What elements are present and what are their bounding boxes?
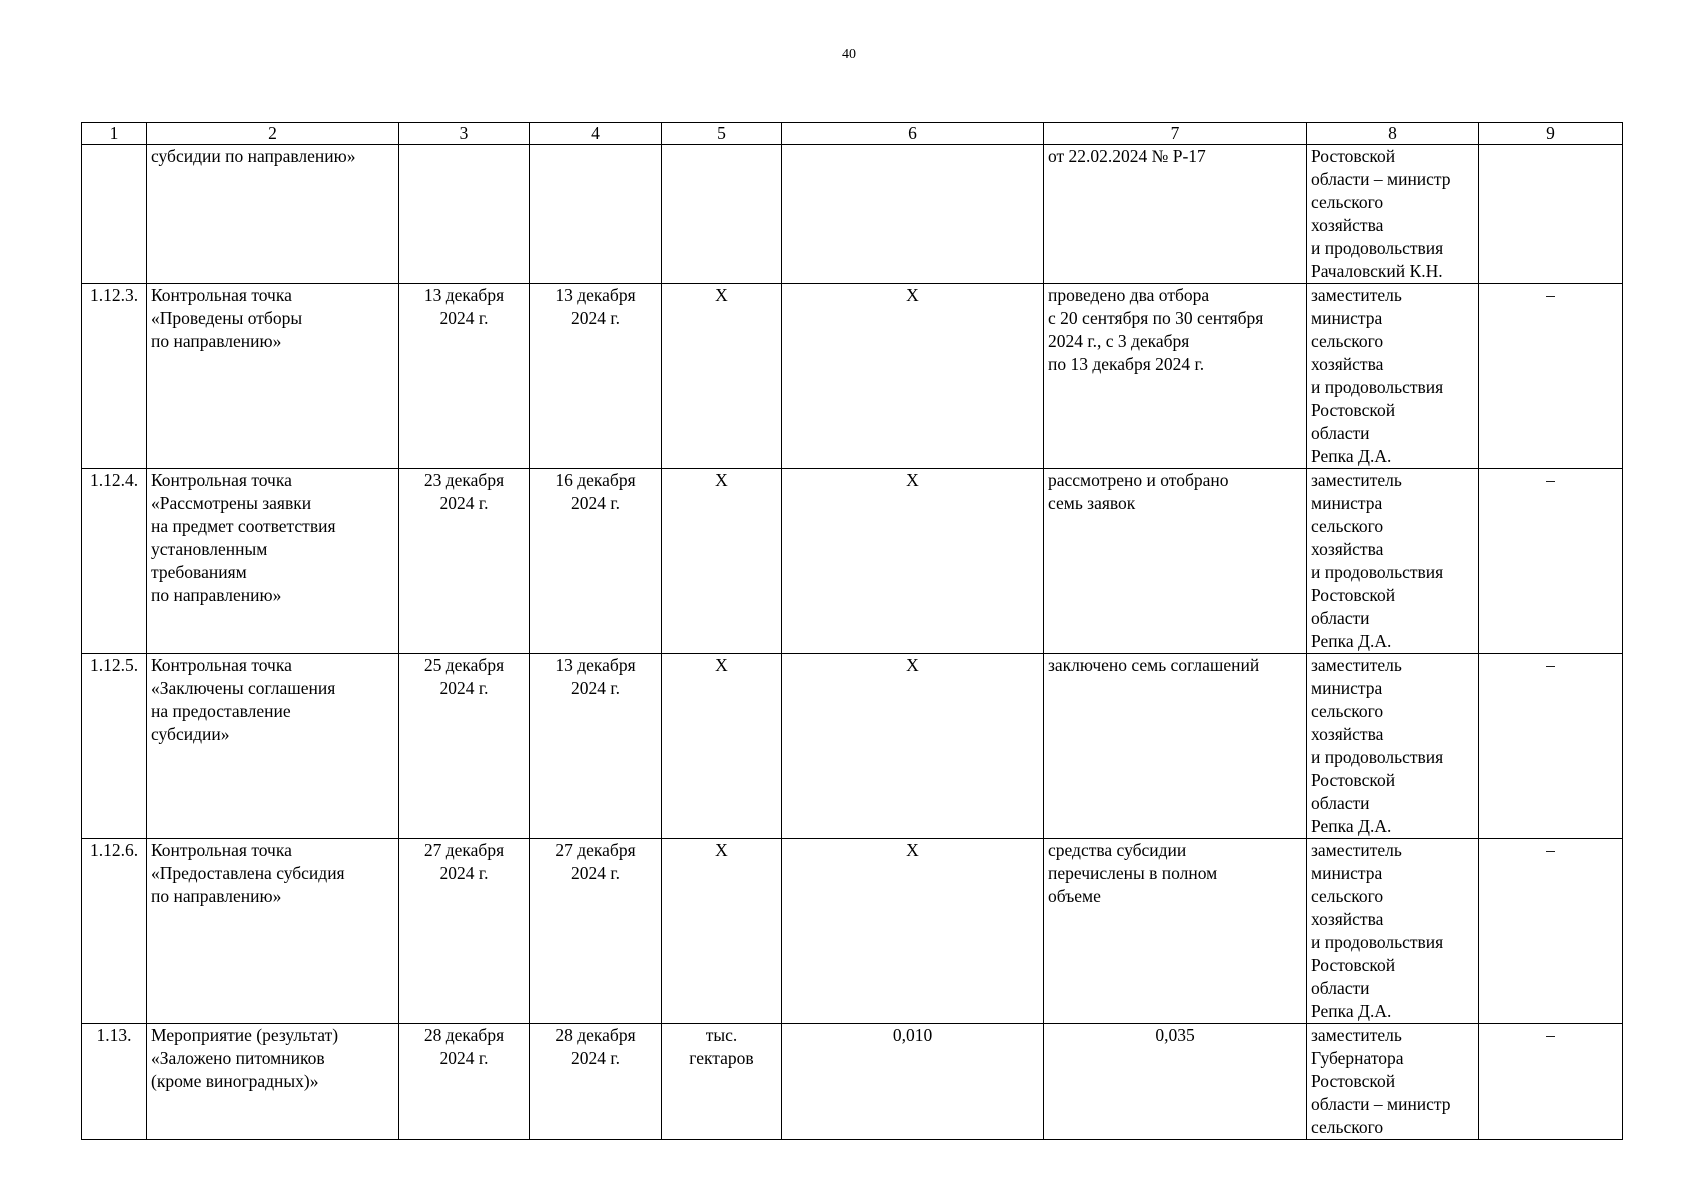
plan-date-cell: 27 декабря 2024 г. [399, 839, 530, 1024]
note-cell [1479, 145, 1623, 284]
note-cell: – [1479, 654, 1623, 839]
fact-value-cell: рассмотрено и отобрано семь заявок [1044, 469, 1307, 654]
note-cell: – [1479, 1024, 1623, 1140]
fact-date-cell [530, 145, 662, 284]
row-number-cell: 1.13. [82, 1024, 147, 1140]
table-row [82, 1024, 1623, 1140]
unit-cell [662, 145, 782, 284]
responsible-cell: заместитель министра сельского хозяйства и продовольствия Ростовской области Репка Д.А. [1307, 469, 1479, 654]
report-table [81, 122, 1623, 1140]
column-header: 6 [782, 123, 1044, 145]
name-cell: субсидии по направлению» [147, 145, 399, 284]
fact-value-cell: заключено семь соглашений [1044, 654, 1307, 839]
fact-value-cell: от 22.02.2024 № Р-17 [1044, 145, 1307, 284]
name-cell: Контрольная точка «Заключены соглашения на предоставление субсидии» [147, 654, 399, 839]
fact-value-cell: 0,035 [1044, 1024, 1307, 1140]
plan-date-cell: 28 декабря 2024 г. [399, 1024, 530, 1140]
responsible-cell: Ростовской области – министр сельского хозяйства и продовольствия Рачаловский К.Н. [1307, 145, 1479, 284]
unit-cell: Х [662, 839, 782, 1024]
plan-value-cell: Х [782, 654, 1044, 839]
note-cell: – [1479, 284, 1623, 469]
plan-value-cell: Х [782, 284, 1044, 469]
responsible-cell: заместитель министра сельского хозяйства и продовольствия Ростовской области Репка Д.А. [1307, 654, 1479, 839]
table-row [82, 839, 1623, 1024]
plan-value-cell [782, 145, 1044, 284]
responsible-cell: заместитель министра сельского хозяйства и продовольствия Ростовской области Репка Д.А. [1307, 284, 1479, 469]
plan-date-cell [399, 145, 530, 284]
row-number-cell: 1.12.5. [82, 654, 147, 839]
fact-date-cell: 13 декабря 2024 г. [530, 654, 662, 839]
column-header: 1 [82, 123, 147, 145]
name-cell: Контрольная точка «Предоставлена субсидия по направлению» [147, 839, 399, 1024]
plan-date-cell: 23 декабря 2024 г. [399, 469, 530, 654]
column-header: 3 [399, 123, 530, 145]
plan-date-cell: 13 декабря 2024 г. [399, 284, 530, 469]
row-number-cell [82, 145, 147, 284]
plan-value-cell: Х [782, 839, 1044, 1024]
column-header: 9 [1479, 123, 1623, 145]
fact-date-cell: 13 декабря 2024 г. [530, 284, 662, 469]
responsible-cell: заместитель Губернатора Ростовской области – министр сельского [1307, 1024, 1479, 1140]
unit-cell: тыс. гектаров [662, 1024, 782, 1140]
note-cell: – [1479, 469, 1623, 654]
row-number-cell: 1.12.3. [82, 284, 147, 469]
row-number-cell: 1.12.4. [82, 469, 147, 654]
name-cell: Контрольная точка «Рассмотрены заявки на предмет соответствия установленным требованиям по направлению» [147, 469, 399, 654]
page-number: 40 [842, 47, 856, 62]
note-cell: – [1479, 839, 1623, 1024]
table-header-row [82, 123, 1623, 145]
table-row [82, 469, 1623, 654]
fact-value-cell: средства субсидии перечислены в полном объеме [1044, 839, 1307, 1024]
table-row [82, 145, 1623, 284]
fact-value-cell: проведено два отбора с 20 сентября по 30 сентября 2024 г., с 3 декабря по 13 декабря 2024 г. [1044, 284, 1307, 469]
plan-date-cell: 25 декабря 2024 г. [399, 654, 530, 839]
table-row [82, 284, 1623, 469]
column-header: 4 [530, 123, 662, 145]
name-cell: Контрольная точка «Проведены отборы по направлению» [147, 284, 399, 469]
unit-cell: Х [662, 469, 782, 654]
name-cell: Мероприятие (результат) «Заложено питомников (кроме виноградных)» [147, 1024, 399, 1140]
column-header: 8 [1307, 123, 1479, 145]
unit-cell: Х [662, 654, 782, 839]
fact-date-cell: 16 декабря 2024 г. [530, 469, 662, 654]
plan-value-cell: 0,010 [782, 1024, 1044, 1140]
column-header: 7 [1044, 123, 1307, 145]
unit-cell: Х [662, 284, 782, 469]
row-number-cell: 1.12.6. [82, 839, 147, 1024]
fact-date-cell: 27 декабря 2024 г. [530, 839, 662, 1024]
column-header: 2 [147, 123, 399, 145]
table-row [82, 654, 1623, 839]
column-header: 5 [662, 123, 782, 145]
responsible-cell: заместитель министра сельского хозяйства и продовольствия Ростовской области Репка Д.А. [1307, 839, 1479, 1024]
plan-value-cell: Х [782, 469, 1044, 654]
fact-date-cell: 28 декабря 2024 г. [530, 1024, 662, 1140]
